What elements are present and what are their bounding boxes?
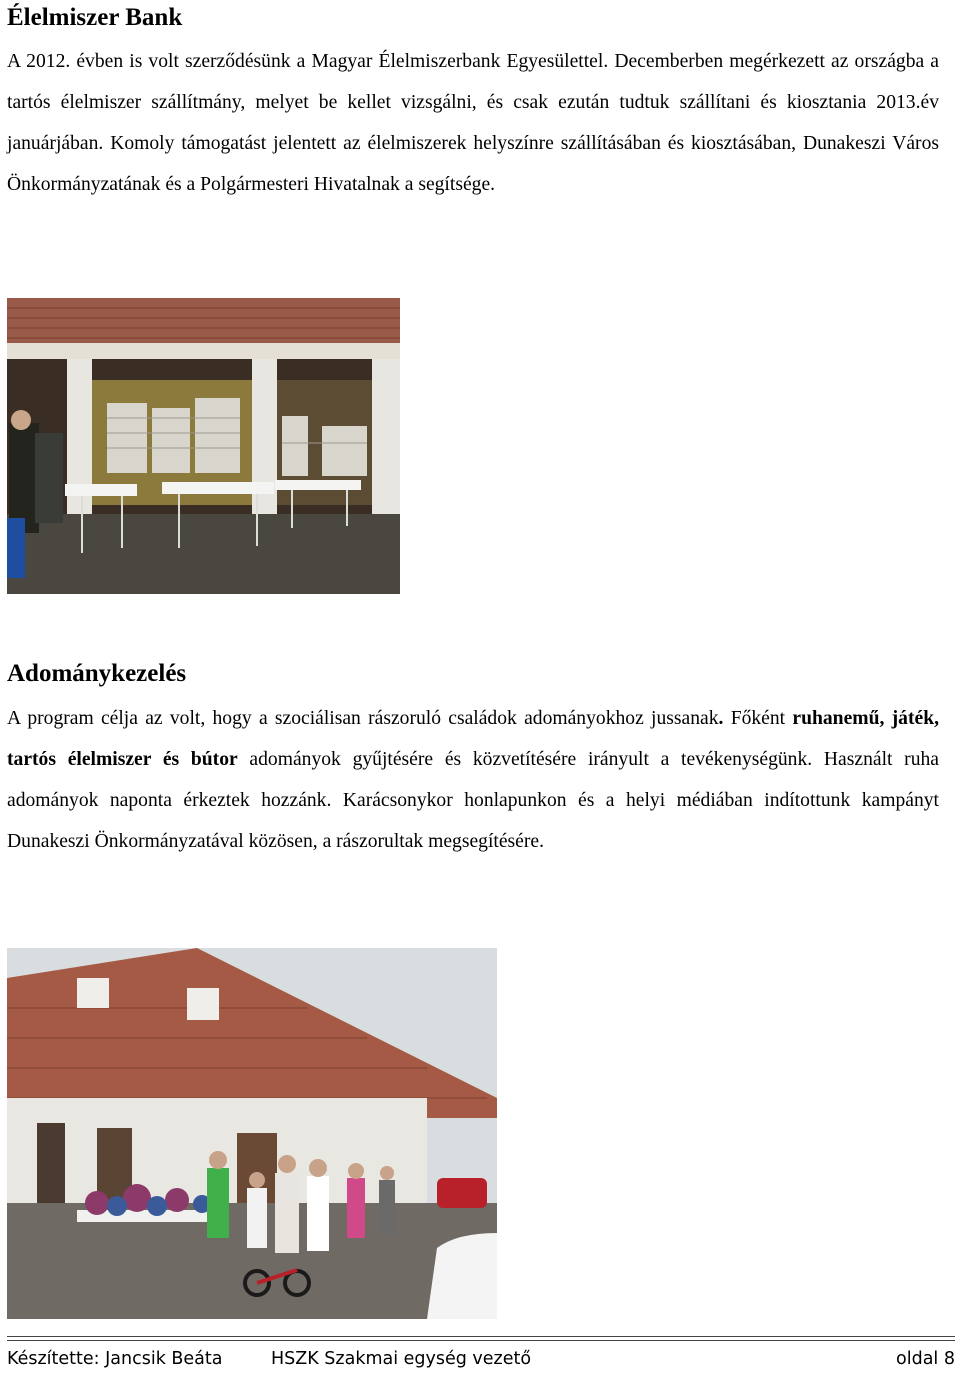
food-distribution-photo <box>7 298 400 594</box>
donations-dot: . <box>718 708 724 729</box>
footer-role: HSZK Szakmai egység vezető <box>271 1349 532 1369</box>
footer-divider-secondary <box>7 1340 955 1341</box>
section-heading-donations: Adománykezelés <box>7 660 187 687</box>
donations-bold-items: ruhanemű, játék, tartós élelmiszer és bútor <box>7 708 939 770</box>
donations-text-1: A program célja az volt, hogy a szociálisan rászoruló családok adományokhoz jussanak <box>7 708 719 729</box>
footer-author: Készítette: Jancsik Beáta <box>7 1349 223 1369</box>
footer-divider <box>7 1336 955 1337</box>
donations-paragraph <box>7 698 939 862</box>
page-footer <box>7 1349 955 1375</box>
footer-page-number: oldal 8 <box>896 1349 955 1369</box>
food-bank-paragraph: A 2012. évben is volt szerződésünk a Magyar Élelmiszerbank Egyesülettel. Decemberben megérkezett az országba a tartós élelmiszer szállítmány, melyet be kellet vizsgálni, és csak ezután tudtuk szállítani és kiosztania 2013.év januárjában. Komoly támogatást jelentett az élelmiszerek helyszínre szállításában és kiosztásában, Dunakeszi Város Önkormányzatának és a Polgármesteri Hivatalnak a segítsége. <box>7 51 939 195</box>
donations-text-3: adományok gyűjtésére és közvetítésére irányult a tevékenységünk. Használt ruha adományok naponta érkeztek hozzánk. Karácsonykor honlapunkon és a helyi médiában indítottunk kampányt Dunakeszi Önkormányzatával közösen, a rászorultak megsegítésére. <box>7 749 939 852</box>
donation-distribution-photo <box>7 948 497 1319</box>
donations-text-2: Főként <box>723 708 793 729</box>
section-heading-food-bank: Élelmiszer Bank <box>7 4 183 31</box>
